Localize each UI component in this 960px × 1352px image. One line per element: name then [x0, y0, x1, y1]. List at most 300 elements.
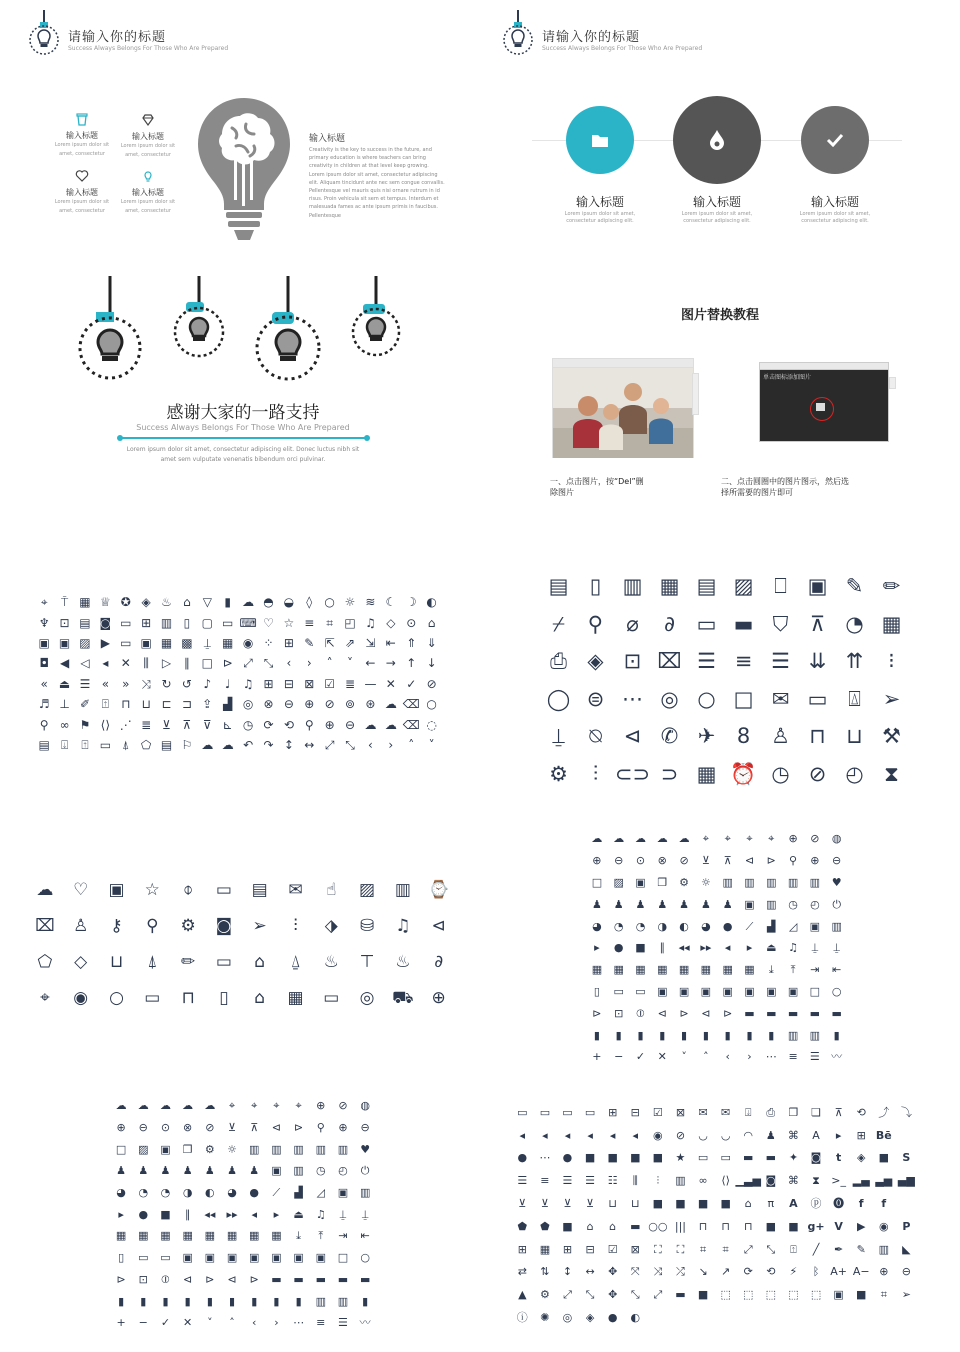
circle-icon: ◌: [426, 717, 437, 732]
lock-icon: ⊔: [846, 724, 863, 749]
minus-icon: −: [138, 1316, 148, 1330]
signal-icon: ▁▃▅: [735, 1174, 761, 1188]
monitor-down-icon: ▣: [766, 984, 777, 998]
star-icon: ☆: [283, 615, 295, 630]
monitor-down-icon: ▣: [293, 1251, 304, 1265]
file-upload-icon: ▮: [295, 1294, 302, 1308]
link-icon: ∞: [698, 1174, 708, 1188]
cart-icon: ⊽: [202, 717, 212, 732]
image-icon: ▨: [79, 635, 91, 650]
blank-file-icon: ▯: [589, 574, 602, 599]
play-icon: ▸: [594, 941, 600, 955]
expand-arrows-icon: ⤢: [563, 1288, 572, 1302]
home-icon: ⌂: [427, 615, 436, 630]
vertical-resize-icon: ↕: [283, 737, 294, 752]
item-block: [775, 193, 895, 226]
image-icon: ▨: [359, 879, 376, 900]
folder-icon: ▬: [744, 1006, 755, 1020]
volume-mute-icon: ◂: [587, 1128, 593, 1142]
gear-solid-icon: ⚙: [539, 1288, 550, 1302]
moon-icon: ◐: [426, 595, 437, 610]
window-icon: ▭: [517, 1105, 528, 1119]
warning-icon: ▲: [518, 1288, 527, 1302]
stop-circle-icon: ⊡: [614, 1006, 624, 1020]
monitor-plus-icon: ▣: [204, 1251, 216, 1265]
satellite-icon: ⌽: [182, 879, 194, 900]
contrast-icon: ◐: [630, 1311, 641, 1325]
shop-icon: ⌂: [744, 1197, 752, 1211]
pin-icon: ⌖: [228, 1099, 236, 1113]
record-icon: ●: [613, 941, 624, 955]
menu-icon: ≡: [316, 1316, 326, 1330]
invoice-icon: ▤: [160, 737, 173, 752]
map-plus-icon: ▥: [293, 1142, 304, 1156]
circle-icon: ○: [360, 1251, 370, 1265]
info-icon: ⓘ: [516, 1311, 528, 1325]
mail-solid-icon: ✉: [698, 1105, 708, 1119]
gamepad-icon: ⊞: [141, 615, 152, 630]
move-icon: ✥: [608, 1265, 618, 1279]
wine-icon: ♆: [38, 615, 50, 630]
sort-down-icon: ⇊: [808, 649, 827, 674]
slide-three-circles: [480, 0, 960, 270]
line-icon-grid: [540, 568, 910, 793]
link-icon: ⚲: [39, 717, 49, 732]
monitor-up-icon: ▣: [787, 984, 799, 998]
chat-dots-icon: ⋯: [622, 686, 643, 711]
comment-icon: ■: [652, 1151, 664, 1165]
indent-icon: ☷: [607, 1174, 618, 1188]
stack-icon: ≣: [141, 717, 152, 732]
chevron-down-icon: ˅: [207, 1316, 213, 1330]
paragraph-line: amet sem vulputate venenatis bibendum orci pulvinar.: [160, 456, 326, 463]
grid-solid-icon: ▦: [539, 1242, 551, 1256]
trash-icon: ⌧: [35, 915, 55, 936]
camera-icon: ◙: [765, 1174, 777, 1188]
twitter-icon: ✦: [788, 1151, 799, 1165]
printer-icon: ⎙: [766, 1105, 776, 1119]
pause-icon: ∥: [183, 656, 190, 671]
prev-icon: ◂: [251, 1207, 257, 1221]
progress-icon: ◔: [613, 919, 624, 933]
mic-alt-icon: ⍊: [833, 941, 840, 955]
music-box-icon: ♬: [38, 697, 50, 712]
stop-circle-icon: ⊡: [138, 1272, 148, 1286]
volume-high-icon: ◂: [632, 1128, 639, 1142]
mail-icon: ✉: [288, 879, 303, 900]
hourglass-icon: ⧗: [812, 1174, 820, 1188]
zoom-in-icon: ⊕: [810, 854, 820, 868]
trend-down-icon: ⤵: [900, 1105, 912, 1119]
newspaper-icon: ▤: [251, 879, 268, 900]
quarter-icon: ◔: [160, 1186, 171, 1200]
item-desc: Lorem ipsum dolor sit amet,: [799, 211, 871, 217]
video-camera-icon: ▭: [215, 879, 232, 900]
select-plus-icon: ⬚: [743, 1288, 754, 1302]
slide-solid-icons-c: [480, 1082, 960, 1352]
calendar-plus-icon: ▦: [613, 963, 624, 977]
slide-medium-line-icons: [0, 810, 480, 1080]
medium-icon-grid: [27, 872, 457, 1016]
pin-minus-icon: ⌖: [273, 1099, 280, 1113]
right-circle-icon: ⊳: [766, 854, 776, 868]
circle-icon: ○: [426, 697, 437, 712]
pencil-icon: ✏: [882, 574, 901, 599]
zoom-out-icon: ⊖: [345, 717, 356, 732]
compass-icon: ⊘: [808, 761, 827, 786]
chevron-down-icon: ˅: [428, 737, 435, 752]
film-icon: ▬: [675, 1288, 686, 1302]
credit-card-icon: ▭: [120, 615, 132, 630]
folder-minus-icon: ▬: [315, 1272, 326, 1286]
mic-icon: ⍊: [552, 724, 565, 749]
contact-icon: ▣: [744, 897, 755, 911]
step-line: 择所需要的图片即可: [721, 488, 793, 497]
double-left-icon: «: [101, 676, 110, 691]
eye-icon: ◉: [73, 987, 89, 1008]
backspace-icon: ⌫: [402, 717, 420, 732]
user-close-icon: ♟: [679, 897, 690, 911]
file-download-icon: ▮: [746, 1028, 753, 1042]
forward-icon: ▸▸: [226, 1207, 238, 1221]
chevron-right-icon: ›: [306, 656, 312, 671]
half-alt-icon: ◐: [205, 1186, 215, 1200]
contract-icon: ⤡: [630, 1288, 640, 1302]
briefcase-lock-icon: ■: [856, 1288, 867, 1302]
pi-icon: π: [767, 1197, 775, 1211]
step-line: 二、点击圆圈中的图片图示，然后选: [721, 477, 849, 486]
export-icon: ⇪: [202, 697, 213, 712]
cart-check-icon: ⊾: [222, 717, 233, 732]
bars-low-icon: ▂▄: [852, 1174, 870, 1188]
timer-icon: ◴: [810, 897, 820, 911]
shuffle-icon: ⤮: [676, 1265, 685, 1279]
chevron-right-icon: ›: [274, 1316, 279, 1330]
plus-circle-icon: ⊕: [116, 1121, 126, 1135]
cup-icon: [52, 112, 112, 130]
chat-icon: ●: [517, 1151, 528, 1165]
user-list-icon: ♙: [771, 724, 790, 749]
alarm-icon: ⏰: [730, 761, 757, 786]
folder-plus-icon: ▬: [293, 1272, 304, 1286]
reload-icon: ⟲: [766, 1265, 776, 1279]
next-icon: ▸: [273, 1207, 280, 1221]
plug-icon: ⚡: [789, 1265, 798, 1279]
folders-icon: ▬: [359, 1272, 371, 1286]
pause-icon: ∥: [659, 941, 666, 955]
megaphone-icon: ⊲: [623, 724, 642, 749]
solid-icon-grid-a: [586, 828, 848, 1068]
mail-open-icon: ⍍: [848, 686, 861, 711]
frame-icon: ◰: [344, 615, 356, 630]
check-icon: ✓: [635, 1050, 646, 1064]
mobile-icon: ▯: [118, 1251, 125, 1265]
file-download-icon: ▮: [273, 1294, 280, 1308]
windows-icon: ⊞: [856, 1128, 866, 1142]
wifi-box-icon: ◉: [242, 635, 254, 650]
bell-icon: ⌂: [183, 595, 191, 610]
graduation-icon: ⌂: [254, 951, 266, 972]
book-icon: ▥: [766, 897, 777, 911]
login-icon: ⇥: [810, 963, 820, 977]
area-chart-icon: ◿: [316, 1186, 326, 1200]
plus-square-icon: ⊞: [562, 1242, 573, 1256]
bars-mid-icon: ▃▅: [875, 1174, 893, 1188]
folder-icon: ▬: [733, 611, 754, 636]
calendar-day-icon: ▦: [722, 963, 733, 977]
bulb-icon: [118, 168, 178, 187]
edit-icon: ✎: [304, 635, 315, 650]
down-circle-icon: ⊻: [228, 1121, 237, 1135]
chat-lines-icon: ⊜: [586, 686, 605, 711]
more-icon: ⋯: [293, 1316, 305, 1330]
pin-minus-icon: ⌖: [746, 832, 753, 846]
mobile-icon: ▯: [593, 984, 600, 998]
mic-icon: ⍊: [203, 635, 211, 650]
camera-icon: ◙: [99, 615, 112, 630]
paperclip-icon: ⌀: [626, 611, 639, 636]
wind-icon: ≋: [365, 595, 376, 610]
command-icon: ⌘: [787, 1174, 799, 1188]
forward-circle-icon: ⊳: [679, 1006, 689, 1020]
volume-off-icon: ◂: [519, 1128, 526, 1142]
arrow-right-icon: →: [385, 656, 396, 671]
map-pin-icon: ▥: [337, 1142, 349, 1156]
solid-icon-grid-b: [110, 1095, 376, 1334]
monitor-minus-icon: ▣: [226, 1251, 238, 1265]
check-icon: ✓: [160, 1316, 171, 1330]
pencil-icon: ✏: [180, 951, 196, 972]
map-alt-icon: ▥: [271, 1142, 282, 1156]
truck-icon: ⛟: [392, 987, 414, 1008]
feature-desc: amet, consectetur: [59, 208, 105, 214]
expand-icon: ⤢: [243, 656, 253, 671]
map-icon: ▦: [79, 595, 91, 610]
blogger-icon: ■: [878, 1151, 889, 1165]
bag-icon: ⊓: [121, 697, 131, 712]
bottle-icon: ▮: [224, 595, 232, 610]
bulb-logo-icon: [28, 10, 60, 56]
tablet-icon: ▣: [635, 875, 646, 889]
toggle-on-icon: ⊃: [660, 761, 679, 786]
sliders-icon: ⫶: [592, 761, 599, 786]
stop-icon: ■: [160, 1207, 171, 1221]
feature-desc: Lorem ipsum dolor sit: [120, 199, 176, 205]
expand-icon: ⤢: [324, 737, 335, 752]
skype-icon: S: [902, 1151, 911, 1165]
paragraph-line: Creativity is the key to success in the future, and: [309, 147, 432, 153]
prev-circle-icon: ⊲: [701, 1006, 711, 1020]
delete-icon: ⌫: [402, 697, 420, 712]
feature-item: [118, 168, 178, 216]
three-quarter-icon: ◕: [227, 1186, 237, 1200]
key-icon: ⚷: [110, 915, 123, 936]
hanging-bulbs-illustration: [0, 270, 480, 400]
next-circle-icon: ⊳: [249, 1272, 259, 1286]
monitor-close-icon: ▣: [271, 1251, 282, 1265]
logout-icon: ⇤: [360, 1229, 370, 1243]
square-icon: □: [809, 984, 821, 998]
browser-plus-icon: ▭: [584, 1105, 596, 1119]
more-icon: ⋯: [765, 1050, 777, 1064]
rss-icon: ◣: [902, 1242, 911, 1256]
eject-icon: ⏏: [58, 676, 71, 691]
layers-icon: ◈: [587, 649, 604, 674]
feature-title: 输入标题: [66, 131, 98, 140]
youtube-icon: ▶: [856, 1219, 866, 1233]
circle-minus-icon: ⊖: [283, 697, 294, 712]
cart-minus-icon: ⊼: [182, 717, 192, 732]
sun-icon: ☼: [700, 875, 711, 889]
alarm-icon: ◷: [315, 1164, 326, 1178]
thanks-title: 感谢大家的一路支持: [166, 403, 320, 423]
crop-alt-icon: ⌗: [722, 1242, 729, 1256]
cloud-up-icon: ☁: [204, 1099, 216, 1113]
star-icon: ☆: [144, 879, 160, 900]
prev-icon: ◂: [724, 941, 731, 955]
users-icon: ♟: [227, 1164, 237, 1178]
chevron-left-icon: ‹: [368, 737, 373, 752]
download-icon: ⇓: [426, 635, 437, 650]
calendar-icon: ▦: [696, 761, 717, 786]
sun-icon: ☼: [227, 1142, 237, 1156]
pen-icon: ✐: [79, 697, 90, 712]
shop-icon: ⊐: [181, 697, 192, 712]
user-close-icon: ♟: [204, 1164, 215, 1178]
select-all-icon: ⬚: [810, 1288, 822, 1302]
bookmark-icon: ⛉: [772, 611, 789, 636]
minus-square-icon: ⊟: [585, 1242, 595, 1256]
heart-icon: [52, 168, 112, 187]
card-icon: ▬: [630, 1219, 641, 1233]
drop-icon: ●: [607, 1311, 618, 1325]
monitor-icon: ▣: [182, 1251, 193, 1265]
full-icon: ●: [722, 919, 733, 933]
fullscreen-alt-icon: ⤢: [653, 1288, 663, 1302]
slide-large-line-icons: [480, 540, 960, 810]
cloud-icon: ☁: [36, 879, 54, 900]
item-block: [657, 193, 777, 226]
heart-icon: ♥: [360, 1142, 371, 1156]
vimeo-icon: V: [834, 1219, 843, 1233]
equalizer-icon: ⫼: [143, 656, 149, 671]
next-icon: ▸: [746, 941, 753, 955]
paragraph-line: Pellentesque: [309, 212, 341, 219]
heart-icon: ♡: [263, 615, 274, 630]
files-icon: ▥: [622, 574, 643, 599]
left-circle-icon: ⊲: [271, 1121, 282, 1135]
attachment-icon: ∂: [664, 611, 675, 636]
pie-chart-icon: ◔: [845, 611, 864, 636]
cloud-icon: ☁: [115, 1099, 127, 1113]
cloud-upload-icon: ☁: [364, 717, 377, 732]
facebook-square-icon: f: [881, 1197, 887, 1211]
select-move-icon: ⬚: [788, 1288, 799, 1302]
mail-send-icon: ✉: [721, 1105, 731, 1119]
video-icon: ▶: [100, 635, 110, 650]
item-desc: consectetur adipiscing elit.: [683, 218, 751, 224]
lock-solid-icon: ■: [765, 1219, 777, 1233]
three-quarter-icon: ◕: [701, 919, 711, 933]
feature-desc: Lorem ipsum dolor sit: [120, 143, 176, 149]
volume-plus-icon: ◂: [542, 1128, 548, 1142]
tag-icon: ⬠: [37, 951, 53, 972]
code-icon: ⟨⟩: [721, 1174, 730, 1188]
book-open-icon: ⎕: [774, 574, 787, 599]
cloud-up-icon: ☁: [678, 832, 690, 846]
rewind-icon: ◂◂: [678, 941, 690, 955]
bulb-logo-icon: [502, 10, 534, 56]
resize-icon: ⤢: [743, 1242, 753, 1256]
align-center-icon: ≡: [734, 649, 753, 674]
calendar-close-icon: ▦: [678, 963, 690, 977]
code-icon: ⟨⟩: [100, 717, 111, 732]
user-minus-icon: ♟: [635, 897, 646, 911]
select-icon: ⬚: [720, 1288, 731, 1302]
align-left-icon: ☰: [697, 649, 716, 674]
move-all-icon: ✥: [608, 1288, 618, 1302]
coffee-cup-icon: ⊓: [181, 987, 195, 1008]
music-notes-icon: ♫: [242, 676, 254, 691]
target-icon: ⊙: [406, 615, 417, 630]
speech-icon: ○: [697, 686, 716, 711]
text-box-icon: ▤: [696, 574, 717, 599]
chat-lines-icon: ■: [607, 1151, 618, 1165]
chevron-right-icon: ›: [388, 737, 394, 752]
sliders-icon: ⫼: [632, 1174, 638, 1188]
cart-plus-icon: ⊻: [540, 1197, 549, 1211]
trash-icon: ⌧: [657, 649, 682, 674]
bag-icon: ▣: [38, 635, 50, 650]
map-alt-icon: ▥: [744, 875, 755, 889]
close-box-icon: ⊠: [304, 676, 315, 691]
accent-line: [120, 437, 368, 439]
forward-icon: ⊳: [222, 656, 233, 671]
expand-all-icon: ⤧: [630, 1265, 640, 1279]
inbox-icon: ▭: [144, 987, 161, 1008]
rewind-circle-icon: ⊲: [657, 1006, 667, 1020]
zoom-in-icon: ⊕: [338, 1121, 348, 1135]
cloud-sync-icon: ☁: [182, 1099, 194, 1113]
text-decrease-icon: A−: [852, 1265, 870, 1279]
pin-check-icon: ⌖: [295, 1099, 302, 1113]
repeat-icon: ⟲: [856, 1105, 866, 1119]
close-circle-icon: ⊗: [183, 1121, 193, 1135]
cloud-upload-icon: ☁: [613, 832, 625, 846]
pin-plus-icon: ⌖: [251, 1099, 258, 1113]
image-icon: ▨: [138, 1142, 149, 1156]
calendar-event-icon: ▦: [700, 963, 712, 977]
item-desc: Lorem ipsum dolor sit amet,: [564, 211, 636, 217]
file-close-icon: ▮: [681, 1028, 688, 1042]
grid-icon: ▤: [79, 615, 91, 630]
feature-desc: Lorem ipsum dolor sit: [54, 142, 110, 148]
reload-icon: ⟳: [263, 717, 274, 732]
map-plus-icon: ▥: [766, 875, 777, 889]
double-right-icon: »: [122, 676, 130, 691]
calendar-plus-icon: ▦: [138, 1229, 149, 1243]
page-title: 请输入你的标题: [68, 30, 167, 45]
step-two: [721, 476, 901, 498]
tag-icon: ⬟: [517, 1219, 528, 1233]
diagonal-up-icon: ↗: [721, 1265, 731, 1279]
forward-icon: ▸▸: [700, 941, 712, 955]
left-circle-icon: ⊲: [744, 854, 755, 868]
check-icon: [826, 133, 844, 147]
thumbs-up-icon: ☝: [326, 879, 337, 900]
compass-icon: ⊘: [810, 832, 820, 846]
shopping-icon: ■: [562, 1219, 573, 1233]
